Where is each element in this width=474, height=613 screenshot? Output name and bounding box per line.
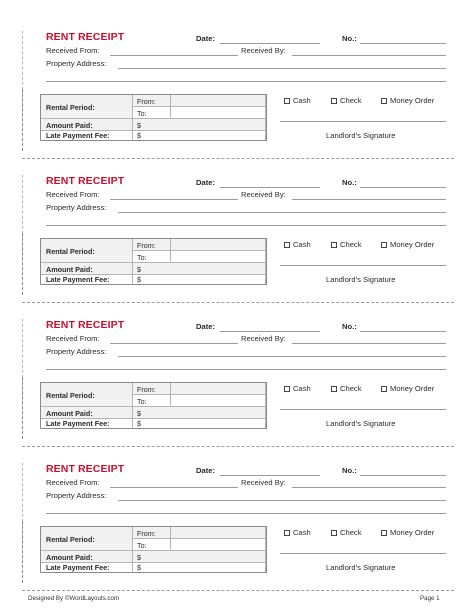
from-date-field[interactable] (171, 239, 266, 251)
page-number: Page 1 (420, 595, 440, 602)
checkbox-icon (284, 386, 290, 392)
receipt-number-label: No.: (342, 178, 357, 187)
money-order-checkbox[interactable] (381, 384, 434, 393)
to-label: To: (137, 253, 147, 262)
rental-period-label: Rental Period: (46, 103, 95, 112)
check-checkbox[interactable] (331, 384, 362, 393)
late-fee-label: Late Payment Fee: (46, 131, 110, 140)
date-label: Date: (196, 178, 215, 187)
property-address-label: Property Address: (46, 59, 107, 68)
to-label-cell (133, 251, 171, 263)
landlord-signature-label: Landlord’s Signature (326, 563, 396, 572)
received-by-label: Received By: (241, 478, 286, 487)
cash-label: Cash (293, 96, 311, 105)
cash-label: Cash (293, 240, 311, 249)
currency-symbol: $ (137, 553, 141, 562)
money-order-checkbox[interactable] (381, 240, 434, 249)
rent-receipt (22, 319, 454, 451)
checkbox-icon (284, 530, 290, 536)
property-address-field[interactable] (118, 356, 446, 357)
landlord-signature-label: Landlord’s Signature (326, 275, 396, 284)
rental-period-label: Rental Period: (46, 535, 95, 544)
checkbox-icon (381, 530, 387, 536)
from-date-field[interactable] (171, 95, 266, 107)
currency-symbol: $ (137, 265, 141, 274)
late-fee-cell (41, 563, 133, 572)
received-by-field[interactable] (292, 343, 446, 344)
property-address-label: Property Address: (46, 491, 107, 500)
to-label: To: (137, 109, 147, 118)
check-label: Check (340, 384, 362, 393)
check-label: Check (340, 96, 362, 105)
date-label: Date: (196, 466, 215, 475)
landlord-signature-field[interactable] (280, 265, 446, 266)
date-field[interactable] (220, 331, 320, 332)
receipt-number-field[interactable] (360, 331, 446, 332)
from-label-cell (133, 527, 171, 539)
from-date-field[interactable] (171, 383, 266, 395)
late-fee-field[interactable] (133, 563, 266, 572)
check-checkbox[interactable] (331, 240, 362, 249)
property-address-field[interactable] (118, 500, 446, 501)
date-label: Date: (196, 34, 215, 43)
to-label: To: (137, 541, 147, 550)
received-by-label: Received By: (241, 334, 286, 343)
rental-period-cell (41, 383, 133, 407)
checkbox-icon (381, 98, 387, 104)
late-fee-label: Late Payment Fee: (46, 275, 110, 284)
late-fee-label: Late Payment Fee: (46, 419, 110, 428)
left-margin-guide-lower (22, 233, 23, 295)
cut-line (22, 590, 454, 591)
amount-paid-cell (41, 119, 133, 131)
designer-credit: Designed By ©WordLayouts.com (28, 595, 120, 602)
amount-paid-cell (41, 263, 133, 275)
property-address-label: Property Address: (46, 203, 107, 212)
cash-checkbox[interactable] (284, 528, 311, 537)
receipt-title: RENT RECEIPT (46, 175, 125, 187)
from-label-cell (133, 95, 171, 107)
currency-symbol: $ (137, 121, 141, 130)
amount-paid-field[interactable] (133, 551, 266, 563)
rental-period-label: Rental Period: (46, 247, 95, 256)
checkbox-icon (331, 98, 337, 104)
property-address-line-2[interactable] (46, 225, 446, 226)
currency-symbol: $ (137, 563, 141, 572)
receipt-number-label: No.: (342, 34, 357, 43)
check-checkbox[interactable] (331, 528, 362, 537)
cash-label: Cash (293, 384, 311, 393)
property-address-line-2[interactable] (46, 81, 446, 82)
to-label-cell (133, 107, 171, 119)
to-date-field[interactable] (171, 251, 266, 263)
checkbox-icon (381, 386, 387, 392)
amount-paid-cell (41, 551, 133, 563)
received-by-field[interactable] (292, 487, 446, 488)
amount-paid-label: Amount Paid: (46, 409, 93, 418)
rental-period-cell (41, 527, 133, 551)
receipt-title: RENT RECEIPT (46, 319, 125, 331)
late-fee-cell (41, 275, 133, 284)
currency-symbol: $ (137, 131, 141, 140)
property-address-field[interactable] (118, 212, 446, 213)
checkbox-icon (284, 242, 290, 248)
payment-details-table (40, 382, 267, 429)
to-date-field[interactable] (171, 395, 266, 407)
received-from-field[interactable] (110, 343, 238, 344)
amount-paid-label: Amount Paid: (46, 265, 93, 274)
rental-period-label: Rental Period: (46, 391, 95, 400)
checkbox-icon (331, 386, 337, 392)
cut-line (22, 302, 454, 303)
date-field[interactable] (220, 187, 320, 188)
check-label: Check (340, 240, 362, 249)
from-label: From: (137, 241, 156, 250)
to-label-cell (133, 395, 171, 407)
to-label-cell (133, 539, 171, 551)
landlord-signature-label: Landlord’s Signature (326, 419, 396, 428)
property-address-line-2[interactable] (46, 513, 446, 514)
check-checkbox[interactable] (331, 96, 362, 105)
received-from-label: Received From: (46, 478, 100, 487)
receipt-number-field[interactable] (360, 187, 446, 188)
cash-checkbox[interactable] (284, 384, 311, 393)
payment-details-table (40, 526, 267, 573)
from-label: From: (137, 529, 156, 538)
checkbox-icon (331, 242, 337, 248)
received-by-field[interactable] (292, 55, 446, 56)
property-address-label: Property Address: (46, 347, 107, 356)
cash-checkbox[interactable] (284, 240, 311, 249)
received-from-label: Received From: (46, 46, 100, 55)
property-address-field[interactable] (118, 68, 446, 69)
cut-line (22, 446, 454, 447)
receipt-number-label: No.: (342, 322, 357, 331)
received-by-field[interactable] (292, 199, 446, 200)
received-from-field[interactable] (110, 199, 238, 200)
left-margin-guide-lower (22, 89, 23, 151)
left-margin-guide-lower (22, 377, 23, 439)
received-by-label: Received By: (241, 190, 286, 199)
currency-symbol: $ (137, 419, 141, 428)
from-label-cell (133, 383, 171, 395)
late-fee-cell (41, 131, 133, 140)
amount-paid-field[interactable] (133, 119, 266, 131)
to-date-field[interactable] (171, 107, 266, 119)
checkbox-icon (284, 98, 290, 104)
money-order-checkbox[interactable] (381, 528, 434, 537)
amount-paid-field[interactable] (133, 407, 266, 419)
amount-paid-label: Amount Paid: (46, 553, 93, 562)
money-order-label: Money Order (390, 240, 435, 249)
received-from-label: Received From: (46, 190, 100, 199)
date-field[interactable] (220, 475, 320, 476)
received-from-label: Received From: (46, 334, 100, 343)
to-date-field[interactable] (171, 539, 266, 551)
late-fee-label: Late Payment Fee: (46, 563, 110, 572)
from-label: From: (137, 97, 156, 106)
currency-symbol: $ (137, 275, 141, 284)
landlord-signature-field[interactable] (280, 553, 446, 554)
received-from-field[interactable] (110, 55, 238, 56)
from-label-cell (133, 239, 171, 251)
money-order-checkbox[interactable] (381, 96, 434, 105)
rent-receipt (22, 31, 454, 163)
receipt-title: RENT RECEIPT (46, 31, 125, 43)
received-by-label: Received By: (241, 46, 286, 55)
from-label: From: (137, 385, 156, 394)
payment-details-table (40, 238, 267, 285)
landlord-signature-field[interactable] (280, 409, 446, 410)
late-fee-cell (41, 419, 133, 428)
money-order-label: Money Order (390, 384, 435, 393)
landlord-signature-label: Landlord’s Signature (326, 131, 396, 140)
receipt-number-field[interactable] (360, 475, 446, 476)
from-date-field[interactable] (171, 527, 266, 539)
rent-receipt (22, 175, 454, 307)
receipt-number-field[interactable] (360, 43, 446, 44)
rental-period-cell (41, 239, 133, 263)
rent-receipt (22, 463, 454, 595)
landlord-signature-field[interactable] (280, 121, 446, 122)
date-field[interactable] (220, 43, 320, 44)
amount-paid-cell (41, 407, 133, 419)
money-order-label: Money Order (390, 528, 435, 537)
receipt-title: RENT RECEIPT (46, 463, 125, 475)
money-order-label: Money Order (390, 96, 435, 105)
left-margin-guide-lower (22, 521, 23, 583)
cash-label: Cash (293, 528, 311, 537)
cut-line (22, 158, 454, 159)
to-label: To: (137, 397, 147, 406)
receipt-number-label: No.: (342, 466, 357, 475)
check-label: Check (340, 528, 362, 537)
checkbox-icon (381, 242, 387, 248)
late-fee-field[interactable] (133, 419, 266, 428)
currency-symbol: $ (137, 409, 141, 418)
checkbox-icon (331, 530, 337, 536)
amount-paid-field[interactable] (133, 263, 266, 275)
property-address-line-2[interactable] (46, 369, 446, 370)
late-fee-field[interactable] (133, 131, 266, 140)
date-label: Date: (196, 322, 215, 331)
rental-period-cell (41, 95, 133, 119)
late-fee-field[interactable] (133, 275, 266, 284)
cash-checkbox[interactable] (284, 96, 311, 105)
payment-details-table (40, 94, 267, 141)
amount-paid-label: Amount Paid: (46, 121, 93, 130)
received-from-field[interactable] (110, 487, 238, 488)
